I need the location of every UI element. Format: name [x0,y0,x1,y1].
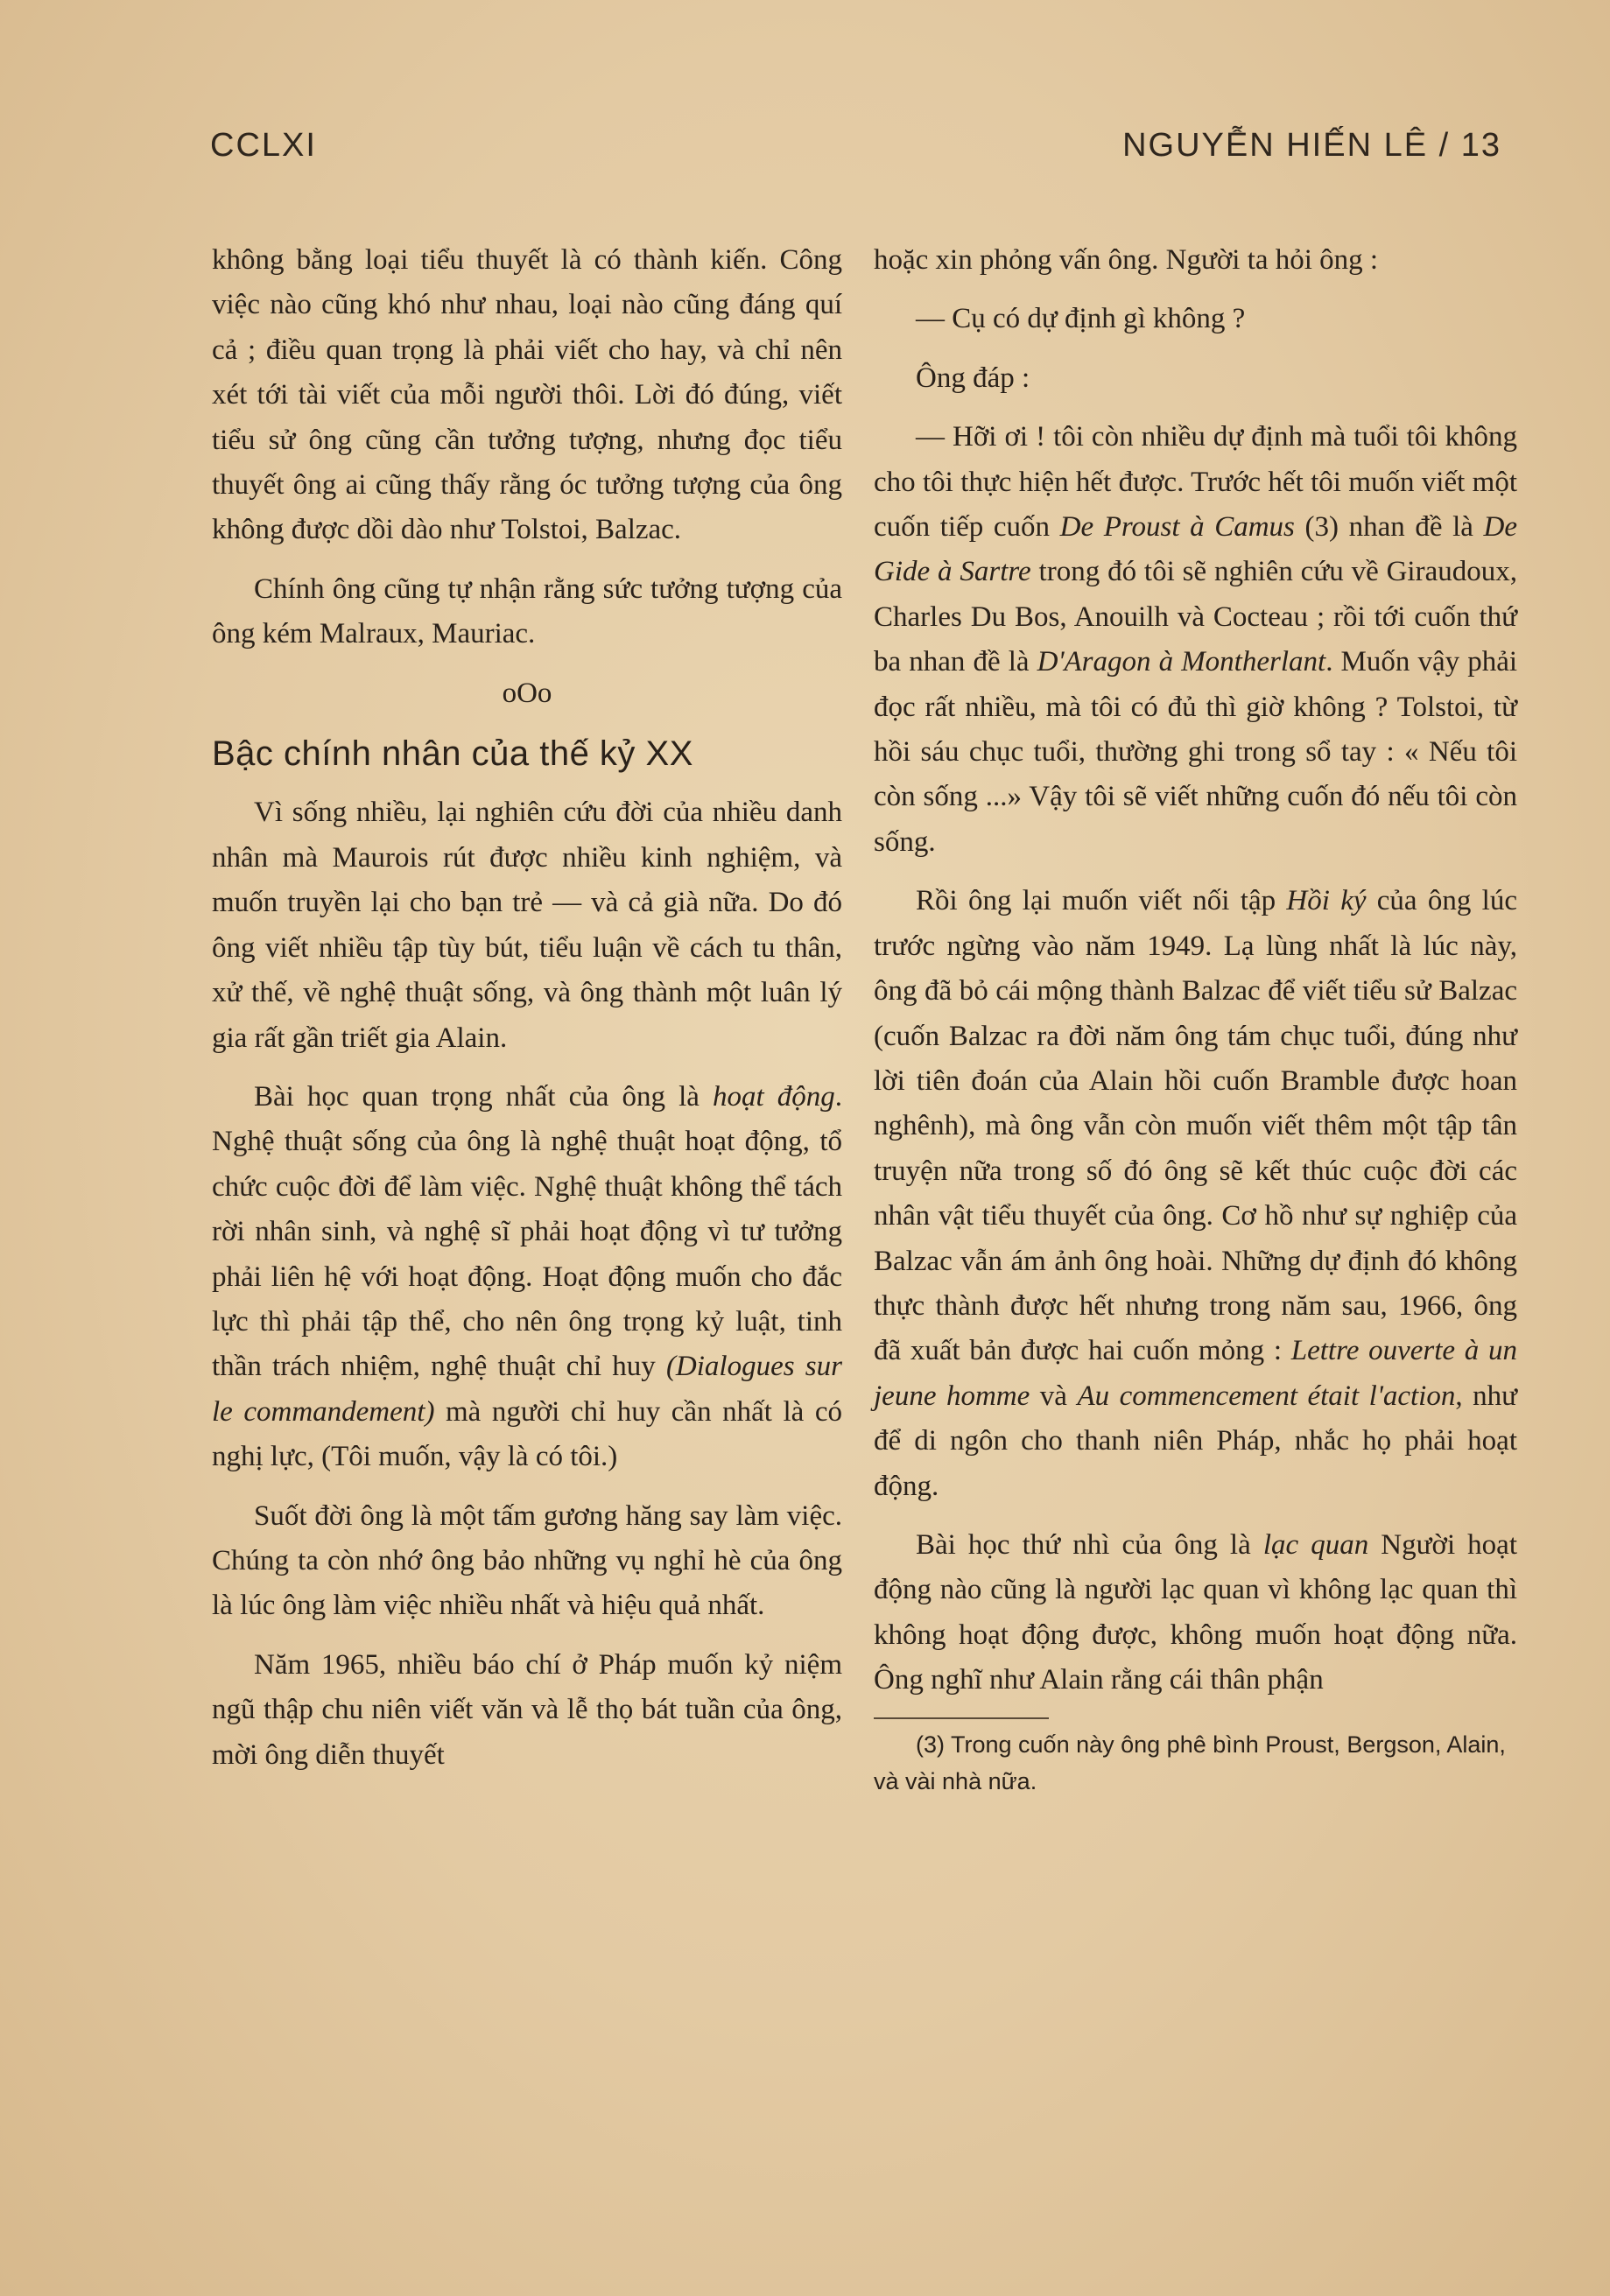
text-run: trong đó tôi sẽ nghiên cứu về Giraudoux, Charles Du Bos, Anouilh và Cocteau ; rồi tới cuốn thứ ba nhan đề là [874,556,1517,678]
paragraph: Chính ông cũng tự nhận rằng sức tưởng tượng của ông kém Malraux, Mauriac. [212,572,842,650]
paragraph [212,1075,842,1480]
italic-text: Lettre ouverte à un jeune homme [874,1335,1517,1412]
left-column [212,238,842,1792]
italic-text: (Dialogues sur le commandement) [212,1351,842,1428]
dialogue-question: — Cụ có dự định gì không ? [916,303,1246,335]
paragraph: Vì sống nhiều, lại nghiên cứu đời của nhiều danh nhân mà Maurois rút được nhiều kinh nghiệm, và muốn truyền lại cho bạn trẻ — và cả già nữa. Do đó ông viết nhiều tập tùy bút, tiểu luận về cách tu thân, xử thế, về nghệ thuật sống, và ông thành một luân lý gia rất gần triết gia Alain. [212,797,842,1054]
text-run: Bài học thứ nhì của ông là [916,1528,1263,1561]
dialogue-answer [874,415,1517,865]
paragraph [874,1523,1517,1703]
section-title: Bậc chính nhân của thế kỷ XX [212,734,693,774]
italic-text: Au commencement était l'action [1077,1380,1456,1412]
italic-text: De Gide à Sartre [874,511,1518,588]
section-separator: oOo [502,677,552,709]
paragraph [874,879,1517,1509]
footnote: (3) Trong cuốn này ông phê bình Proust, Bergson, Alain, và vài nhà nữa. [874,1731,1506,1794]
header-page-roman: CCLXI [210,127,317,164]
running-header [210,127,1501,179]
text-run: . Muốn vậy phải đọc rất nhiều, mà tôi có đủ thì giờ không ? Tolstoi, từ hồi sáu chục tuổi, thường ghi trong sổ tay : « Nếu tôi còn sống ...» Vậy tôi sẽ viết những cuốn đó nếu tôi còn sống. [874,646,1518,858]
paragraph: hoặc xin phỏng vấn ông. Người ta hỏi ông : [874,244,1379,276]
paragraph: Năm 1965, nhiều báo chí ở Pháp muốn kỷ niệm ngũ thập chu niên viết văn và lễ thọ bát tuần của ông, mời ông diễn thuyết [212,1648,842,1771]
text-run: Rồi ông lại muốn viết nối tập [916,885,1287,917]
italic-text: De Proust à Camus [1059,511,1295,544]
paragraph: không bằng loại tiểu thuyết là có thành kiến. Công việc nào cũng khó như nhau, loại nào cũng đáng quí cả ; điều quan trọng là phải viết cho hay, và chỉ nên xét tới tài viết của mỗi người thôi. Lời đó đúng, viết tiểu sử ông cũng cần tưởng tượng, nhưng đọc tiểu thuyết ông ai cũng thấy rằng óc tưởng tượng của ông không được dồi dào như Tolstoi, Balzac. [212,244,842,546]
footnote-divider [874,1717,1049,1719]
italic-text: D'Aragon à Montherlant [1037,646,1326,678]
text-run: (3) nhan đề là [1294,511,1484,544]
paragraph: Suốt đời ông là một tấm gương hăng say làm việc. Chúng ta còn nhớ ông bảo những vụ nghỉ hè của ông là lúc ông làm việc nhiều nhất và hiệu quả nhất. [212,1499,842,1622]
text-run: , như để di ngôn cho thanh niên Pháp, nhắc họ phải hoạt động. [874,1380,1517,1502]
italic-text: Hồi ký [1286,885,1367,917]
text-run: Bài học quan trọng nhất của ông là [254,1080,713,1113]
paragraph: Ông đáp : [916,362,1030,394]
right-column [874,238,1517,1814]
text-run: Người hoạt động nào cũng là người lạc quan vì không lạc quan thì không hoạt động được, không muốn hoạt động nữa. Ông nghĩ như Alain rằng cái thân phận [874,1528,1517,1696]
text-run: và [1030,1380,1078,1412]
text-run: . Nghệ thuật sống của ông là nghệ thuật hoạt động, tổ chức cuộc đời để làm việc. Nghệ thuật không thể tách rời nhân sinh, và nghệ sĩ phải hoạt động vì tư tưởng phải liên hệ với hoạt động. Hoạt động muốn cho đắc lực thì phải tập thể, cho nên ông trọng kỷ luật, tinh thần trách nhiệm, nghệ thuật chỉ huy [212,1080,843,1383]
text-run: của ông lúc trước ngừng vào năm 1949. Lạ lùng nhất là lúc này, ông đã bỏ cái mộng thành Balzac để viết tiểu sử Balzac (cuốn Balzac ra đời năm ông tám chục tuổi, đúng như lời tiên đoán của Alain hồi cuốn Bramble được hoan nghênh), mà ông vẫn còn muốn viết thêm một tập tân truyện nữa trong số đó ông sẽ kết thúc cuộc đời các nhân vật tiểu thuyết của ông. Cơ hồ như sự nghiệp của Balzac vẫn ám ảnh ông hoài. Những dự định đó không thực thành được hết nhưng trong năm sau, 1966, ông đã xuất bản được hai cuốn mỏng : [874,885,1517,1367]
header-author-page: NGUYỄN HIẾN LÊ / 13 [1122,127,1501,164]
italic-text: lạc quan [1262,1528,1369,1561]
text-run: mà người chỉ huy cần nhất là có nghị lực, (Tôi muốn, vậy là có tôi.) [212,1395,842,1473]
text-run: — Hỡi ơi ! tôi còn nhiều dự định mà tuổi tôi không cho tôi thực hiện hết được. Trước hết tôi muốn viết một cuốn tiếp cuốn [874,421,1517,544]
italic-text: hoạt động [712,1080,835,1113]
